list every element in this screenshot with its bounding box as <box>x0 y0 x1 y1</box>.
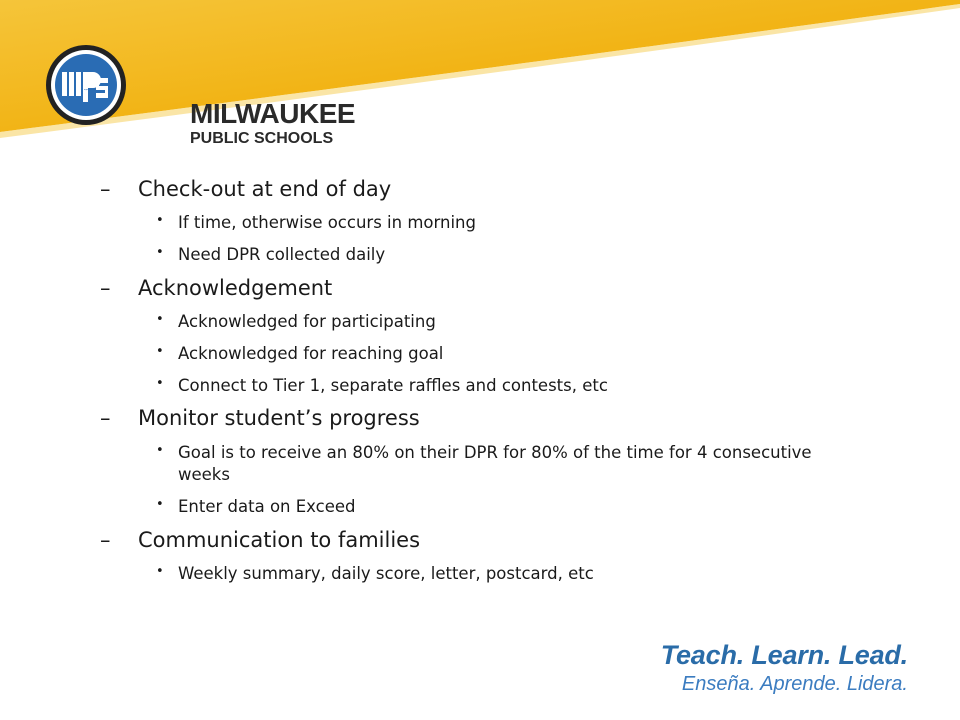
bullet-item <box>100 442 860 488</box>
bullet-marker: • <box>156 497 164 513</box>
bullet-marker: • <box>156 245 164 261</box>
dash-marker: – <box>100 275 111 300</box>
dash-marker: – <box>100 528 111 553</box>
tagline-main: Teach. Learn. Lead. <box>660 640 908 670</box>
tagline <box>661 640 908 696</box>
bullet-item <box>100 496 860 519</box>
school-name-line1: MILWAUKEE <box>190 98 356 129</box>
bullet-text: Connect to Tier 1, separate raffles and contests, etc <box>178 375 608 395</box>
svg-text:mps: mps <box>83 89 89 91</box>
bullet-text: Goal is to receive an 80% on their DPR for 80% of the time for 4 consecutive weeks <box>178 442 812 485</box>
bullet-item <box>100 563 860 586</box>
bullet-marker: • <box>156 213 164 229</box>
school-name <box>190 100 355 147</box>
section-heading-text: Communication to families <box>138 528 421 553</box>
section-heading-text: Monitor student’s progress <box>138 406 420 431</box>
section-heading <box>100 527 860 554</box>
dash-marker: – <box>100 406 111 431</box>
section-heading <box>100 405 860 432</box>
section-heading-text: Check-out at end of day <box>138 177 392 201</box>
bullet-item <box>100 212 860 235</box>
bullet-marker: • <box>156 375 164 391</box>
bullet-item <box>100 375 860 398</box>
section-heading <box>100 176 860 203</box>
mps-logo-icon <box>44 42 134 132</box>
bullet-marker: • <box>156 564 164 580</box>
slide-content <box>100 170 860 586</box>
bullet-text: Weekly summary, daily score, letter, postcard, etc <box>178 564 594 584</box>
tagline-sub: Enseña. Aprende. Lidera. <box>681 673 908 695</box>
bullet-item <box>100 311 860 334</box>
section-heading-text: Acknowledgement <box>138 275 333 300</box>
dash-marker: – <box>100 177 111 201</box>
bullet-marker: • <box>156 442 164 458</box>
bullet-text: If time, otherwise occurs in morning <box>178 213 476 233</box>
bullet-marker: • <box>156 343 164 359</box>
school-name-line2: PUBLIC SCHOOLS <box>190 130 334 147</box>
bullet-item <box>100 343 860 366</box>
mps-logo <box>44 42 356 147</box>
bullet-text: Enter data on Exceed <box>178 497 356 517</box>
bullet-text: Acknowledged for reaching goal <box>178 343 444 363</box>
bullet-marker: • <box>156 312 164 328</box>
section-heading <box>100 275 860 302</box>
bullet-text: Need DPR collected daily <box>178 245 386 265</box>
bullet-text: Acknowledged for participating <box>178 312 436 332</box>
bullet-item <box>100 244 860 267</box>
